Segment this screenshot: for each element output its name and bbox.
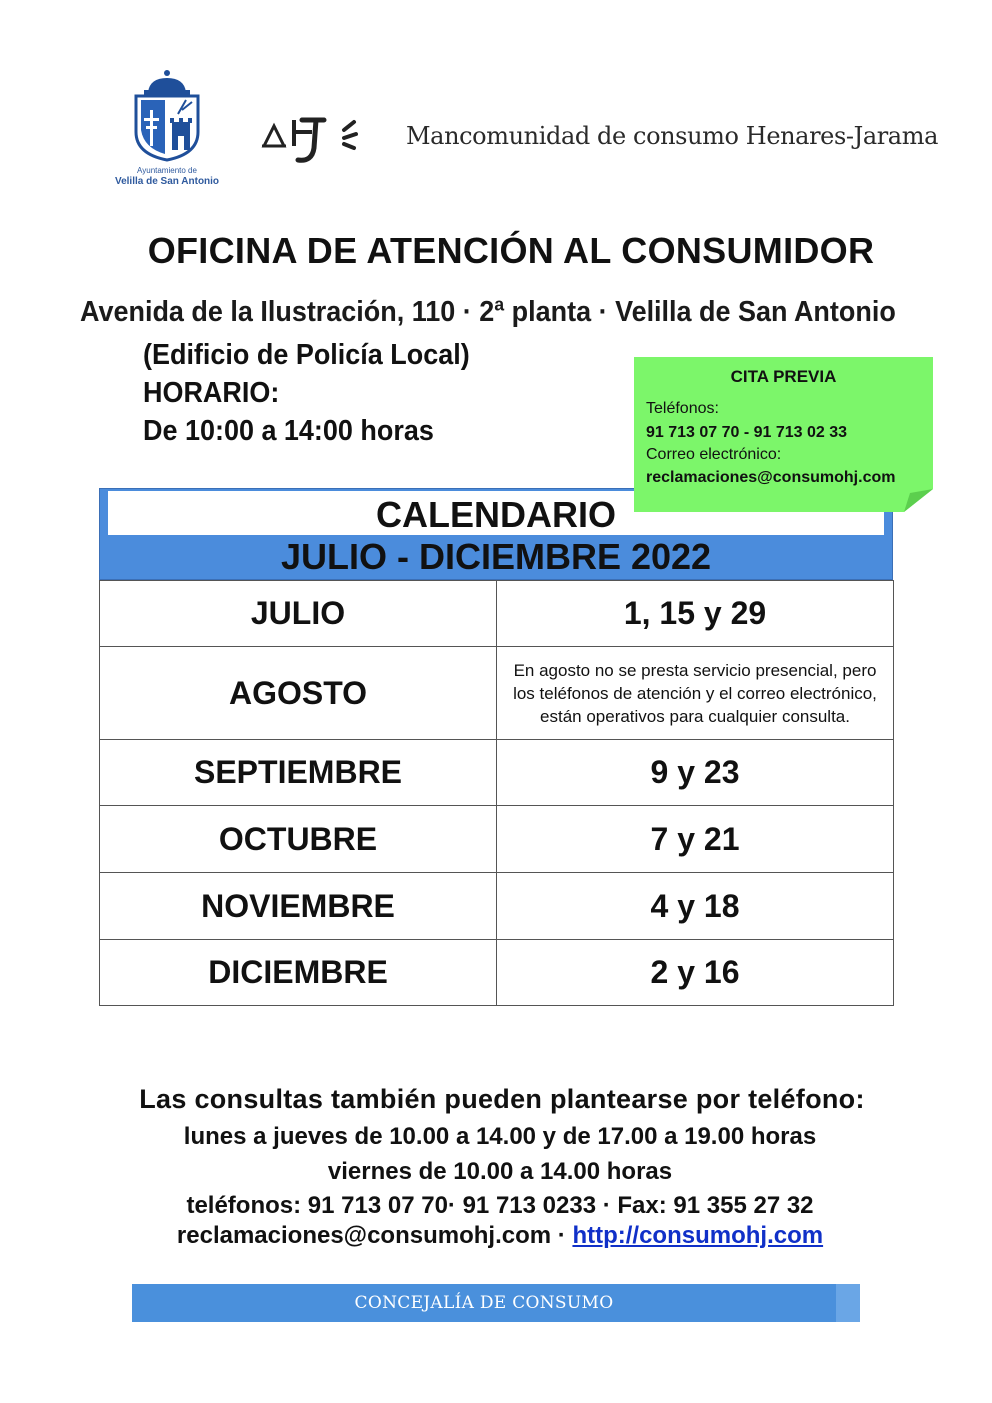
days-cell: 7 y 21: [497, 806, 894, 873]
office-building: (Edificio de Policía Local): [143, 339, 470, 371]
phones-fax: teléfonos: 91 713 07 70· 91 713 0233 · Fax: 91 355 27 32: [186, 1192, 814, 1219]
table-row: [100, 581, 894, 647]
month-cell: DICIEMBRE: [100, 940, 497, 1006]
month-cell: AGOSTO: [100, 647, 497, 740]
office-address: Avenida de la Ilustración, 110 · 2ª planta · Velilla de San Antonio: [80, 296, 896, 328]
days-cell: 2 y 16: [497, 940, 894, 1006]
hj-logo-icon: [258, 112, 368, 168]
velilla-crest-logo: [108, 66, 226, 190]
month-cell: OCTUBRE: [100, 806, 497, 873]
org-name: Mancomunidad de consumo Henares-Jarama: [406, 122, 938, 150]
table-row: [100, 940, 894, 1006]
crest-icon: [108, 66, 226, 166]
table-row: [100, 740, 894, 806]
horario-value: De 10:00 a 14:00 horas: [143, 415, 434, 447]
month-cell: NOVIEMBRE: [100, 873, 497, 940]
footer-banner: [132, 1284, 860, 1322]
contact-lead: Las consultas también pueden plantearse por teléfono:: [139, 1084, 865, 1114]
month-cell: SEPTIEMBRE: [100, 740, 497, 806]
days-cell: 1, 15 y 29: [497, 581, 894, 647]
contact-email-web: [0, 1222, 992, 1250]
days-note-cell: En agosto no se presta servicio presencial, pero los teléfonos de atención y el correo electrónico, están operativos para cualquier consulta.: [497, 647, 894, 740]
month-cell: JULIO: [100, 581, 497, 647]
cita-phones-label: Teléfonos:: [646, 400, 719, 417]
horario-label: HORARIO:: [143, 377, 280, 409]
cita-phones: 91 713 07 70 - 91 713 02 33: [646, 424, 848, 441]
page-title: OFICINA DE ATENCIÓN AL CONSUMIDOR: [147, 230, 875, 271]
table-row: [100, 647, 894, 740]
footer-banner-text: CONCEJALÍA DE CONSUMO: [354, 1293, 614, 1313]
calendar-table: [99, 488, 893, 1006]
cita-previa-note: [634, 357, 933, 512]
calendar-title: CALENDARIO: [376, 494, 616, 535]
days-cell: 9 y 23: [497, 740, 894, 806]
calendar-grid: [99, 580, 894, 1006]
hj-logo: [258, 112, 368, 168]
hours-friday: viernes de 10.00 a 14.00 horas: [327, 1158, 673, 1185]
table-row: [100, 873, 894, 940]
crest-caption-top: Ayuntamiento de: [137, 166, 197, 175]
days-cell: 4 y 18: [497, 873, 894, 940]
crest-caption-name: Velilla de San Antonio: [114, 176, 220, 187]
table-row: [100, 806, 894, 873]
website-link[interactable]: http://consumohj.com: [572, 1222, 824, 1249]
cita-email: reclamaciones@consumohj.com: [646, 469, 896, 486]
cita-title: CITA PREVIA: [730, 367, 837, 386]
hours-weekdays: lunes a jueves de 10.00 a 14.00 y de 17.00 a 19.00 horas: [183, 1123, 817, 1150]
cita-email-label: Correo electrónico:: [646, 446, 782, 463]
calendar-range: JULIO - DICIEMBRE 2022: [280, 536, 712, 577]
footer-email: reclamaciones@consumohj.com ·: [176, 1222, 566, 1249]
